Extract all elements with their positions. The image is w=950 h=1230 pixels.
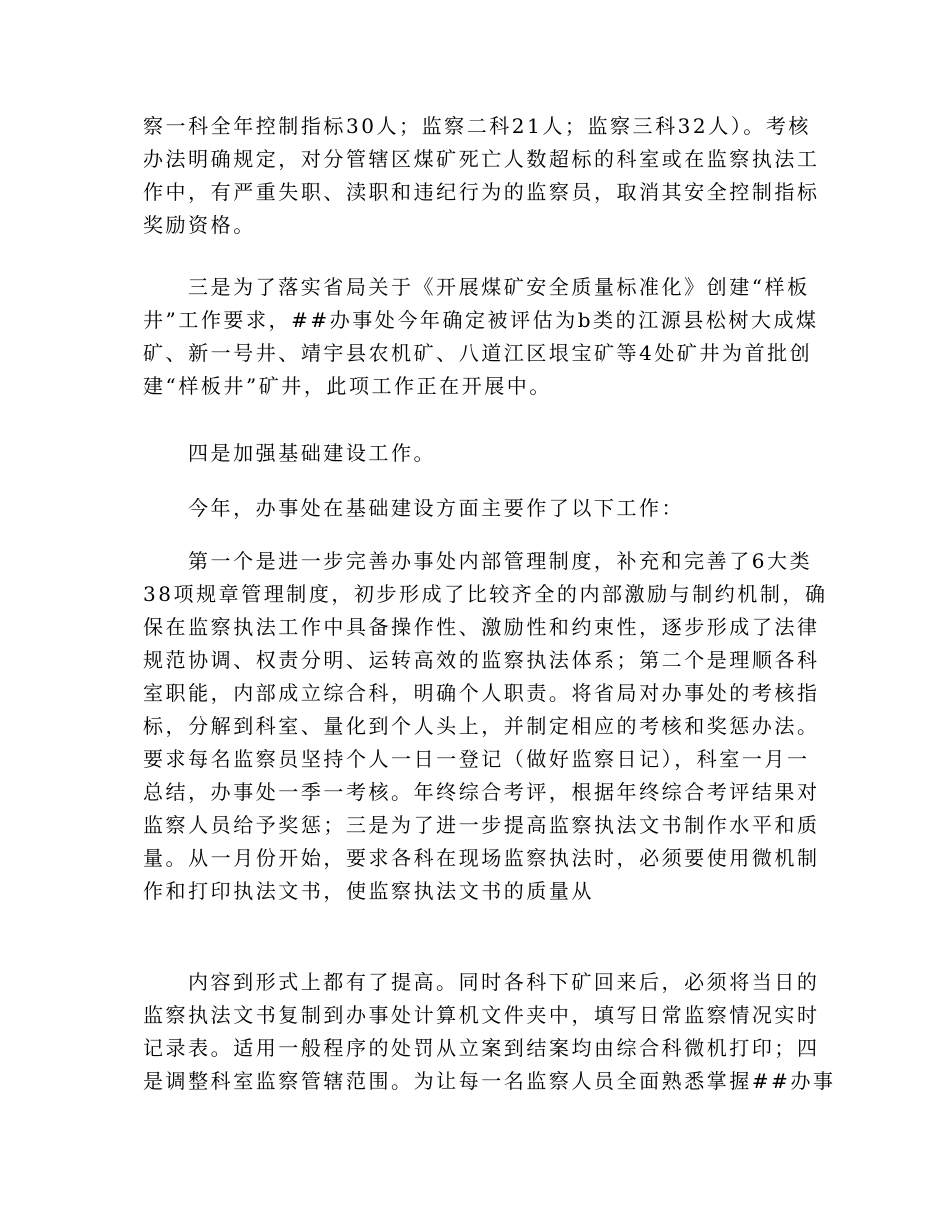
- paragraph-3: [143, 437, 436, 470]
- text-line: 监察执法文书复制到办事处计算机文件夹中，填写日常监察情况实时: [143, 1003, 820, 1027]
- text-line: 38项规章管理制度，初步形成了比较齐全的内部激励与制约机制，确: [143, 582, 828, 606]
- text-line: 室职能，内部成立综合科，明确个人职责。将省局对办事处的考核指: [143, 681, 820, 705]
- text-line: 监察人员给予奖惩；三是为了进一步提高监察执法文书制作水平和质: [143, 813, 820, 837]
- text-line: 是调整科室监察管辖范围。为让每一名监察人员全面熟悉掌握##办事: [143, 1069, 836, 1093]
- text-line: 要求每名监察员坚持个人一日一登记（做好监察日记），科室一月一: [143, 747, 810, 771]
- text-line: 总结，办事处一季一考核。年终综合考评，根据年终综合考评结果对: [143, 780, 820, 804]
- text-line: 作中，有严重失职、渎职和违纪行为的监察员，取消其安全控制指标: [143, 180, 820, 204]
- paragraph-2: [143, 271, 819, 403]
- text-line: 四是加强基础建设工作。: [188, 441, 437, 465]
- paragraph-5: [143, 545, 828, 908]
- text-line: 今年，办事处在基础建设方面主要作了以下工作：: [188, 496, 685, 520]
- text-line: 察一科全年控制指标30人；监察二科21人；监察三科32人）。考核: [143, 114, 811, 138]
- text-line: 奖励资格。: [143, 213, 256, 237]
- text-line: 井”工作要求，##办事处今年确定被评估为b类的江源县松树大成煤: [143, 308, 819, 332]
- text-line: 建“样板井”矿井，此项工作正在开展中。: [143, 374, 552, 398]
- paragraph-4: [143, 492, 684, 525]
- text-line: 办法明确规定，对分管辖区煤矿死亡人数超标的科室或在监察执法工: [143, 147, 820, 171]
- paragraph-6: [143, 966, 836, 1098]
- text-line: 标，分解到科室、量化到个人头上，并制定相应的考核和奖惩办法。: [143, 714, 820, 738]
- text-line: 记录表。适用一般程序的处罚从立案到结案均由综合科微机打印；四: [143, 1036, 820, 1060]
- text-line: 规范协调、权责分明、运转高效的监察执法体系；第二个是理顺各科: [143, 648, 820, 672]
- text-line: 量。从一月份开始，要求各科在现场监察执法时，必须要使用微机制: [143, 846, 820, 870]
- text-line: 矿、新一号井、靖宇县农机矿、八道江区垠宝矿等4处矿井为首批创: [143, 341, 813, 365]
- text-line: 三是为了落实省局关于《开展煤矿安全质量标准化》创建“样板: [188, 275, 810, 299]
- text-line: 内容到形式上都有了提高。同时各科下矿回来后，必须将当日的: [188, 970, 820, 994]
- text-line: 作和打印执法文书，使监察执法文书的质量从: [143, 879, 594, 903]
- paragraph-1: [143, 110, 820, 242]
- text-line: 保在监察执法工作中具备操作性、激励性和约束性，逐步形成了法律: [143, 615, 820, 639]
- text-line: 第一个是进一步完善办事处内部管理制度，补充和完善了6大类: [188, 549, 813, 573]
